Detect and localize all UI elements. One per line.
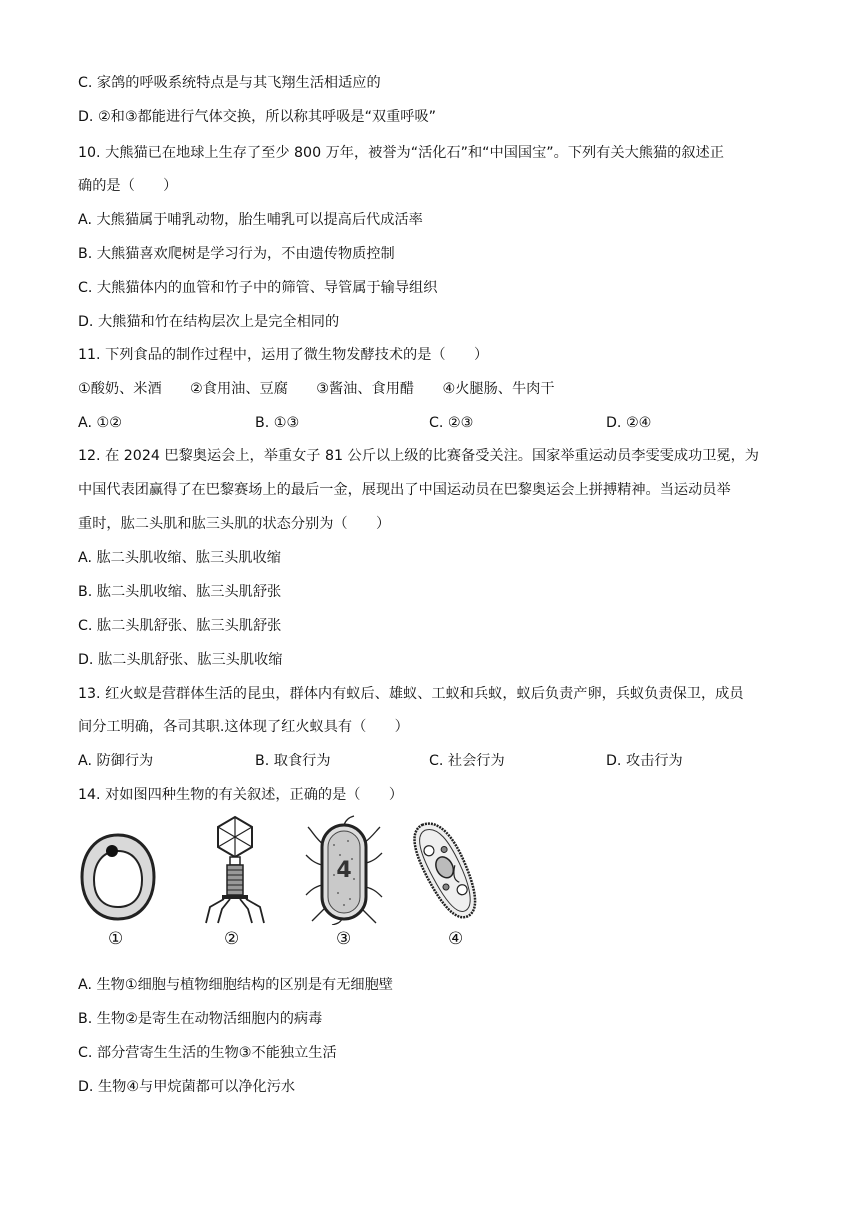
q11-option-b: B. ①③	[255, 415, 300, 431]
q10-stem-line1: 10. 大熊猫已在地球上生存了至少 800 万年，被誉为“活化石”和“中国国宝”。下列有关大熊猫的叙述正	[78, 145, 724, 161]
q12-option-c: C. 肱二头肌舒张、肱三头肌舒张	[78, 618, 282, 634]
q10-stem-line2: 确的是（ ）	[78, 178, 178, 194]
organism-2-virus	[200, 815, 270, 925]
q14-option-c: C. 部分营寄生生活的生物③不能独立生活	[78, 1045, 337, 1061]
q13-option-d: D. 攻击行为	[606, 753, 683, 769]
q11-option-c: C. ②③	[429, 415, 474, 431]
q14-option-d: D. 生物④与甲烷菌都可以净化污水	[78, 1079, 296, 1095]
q12-option-b: B. 肱二头肌收缩、肱三头肌舒张	[78, 584, 282, 600]
q11-option-d: D. ②④	[606, 415, 652, 431]
q12-option-d: D. 肱二头肌舒张、肱三头肌收缩	[78, 652, 283, 668]
q9-option-d: D. ②和③都能进行气体交换，所以称其呼吸是“双重呼吸”	[78, 109, 437, 125]
q13-options	[78, 751, 798, 771]
q10-option-a: A. 大熊猫属于哺乳动物，胎生哺乳可以提高后代成活率	[78, 212, 423, 228]
q9-option-c: C. 家鸽的呼吸系统特点是与其飞翔生活相适应的	[78, 75, 381, 91]
q12-stem-line2: 中国代表团赢得了在巴黎赛场上的最后一金，展现出了中国运动员在巴黎奥运会上拼搏精神。当运动员举	[78, 482, 731, 498]
q13-option-b: B. 取食行为	[255, 753, 331, 769]
q11-option-a: A. ①②	[78, 415, 122, 431]
organism-1-label: ①	[108, 929, 124, 949]
q13-option-c: C. 社会行为	[429, 753, 505, 769]
q11-items: ①酸奶、米酒 ②食用油、豆腐 ③酱油、食用醋 ④火腿肠、牛肉干	[78, 381, 555, 397]
q14-stem: 14. 对如图四种生物的有关叙述，正确的是（ ）	[78, 787, 404, 803]
q13-option-a: A. 防御行为	[78, 753, 154, 769]
q12-option-a: A. 肱二头肌收缩、肱三头肌收缩	[78, 550, 281, 566]
q14-option-b: B. 生物②是寄生在动物活细胞内的病毒	[78, 1011, 323, 1027]
q13-stem-line1: 13. 红火蚁是营群体生活的昆虫，群体内有蚁后、雄蚁、工蚁和兵蚁，蚁后负责产卵，兵蚁负责保卫，成员	[78, 686, 744, 702]
q10-option-c: C. 大熊猫体内的血管和竹子中的筛管、导管属于输导组织	[78, 280, 438, 296]
q13-stem-line2: 间分工明确，各司其职.这体现了红火蚁具有（ ）	[78, 719, 409, 735]
q14-option-a: A. 生物①细胞与植物细胞结构的区别是有无细胞壁	[78, 977, 393, 993]
q10-option-d: D. 大熊猫和竹在结构层次上是完全相同的	[78, 314, 340, 330]
organism-3-label: ③	[336, 929, 352, 949]
bacterium-dna-mark: 4	[336, 858, 352, 883]
organism-4-paramecium	[406, 815, 486, 925]
q11-stem: 11. 下列食品的制作过程中，运用了微生物发酵技术的是（ ）	[78, 347, 489, 363]
q10-option-b: B. 大熊猫喜欢爬树是学习行为，不由遗传物质控制	[78, 246, 395, 262]
q14-figure	[78, 815, 498, 960]
organism-2-label: ②	[224, 929, 240, 949]
q12-stem-line1: 12. 在 2024 巴黎奥运会上，举重女子 81 公斤以上级的比赛备受关注。国家举重运动员李雯雯成功卫冕，为	[78, 448, 759, 464]
q11-options	[78, 413, 798, 433]
organism-3-bacterium	[304, 815, 384, 925]
organism-4-label: ④	[448, 929, 464, 949]
organism-1-cell	[78, 815, 158, 925]
q12-stem-line3: 重时，肱二头肌和肱三头肌的状态分别为（ ）	[78, 516, 391, 532]
